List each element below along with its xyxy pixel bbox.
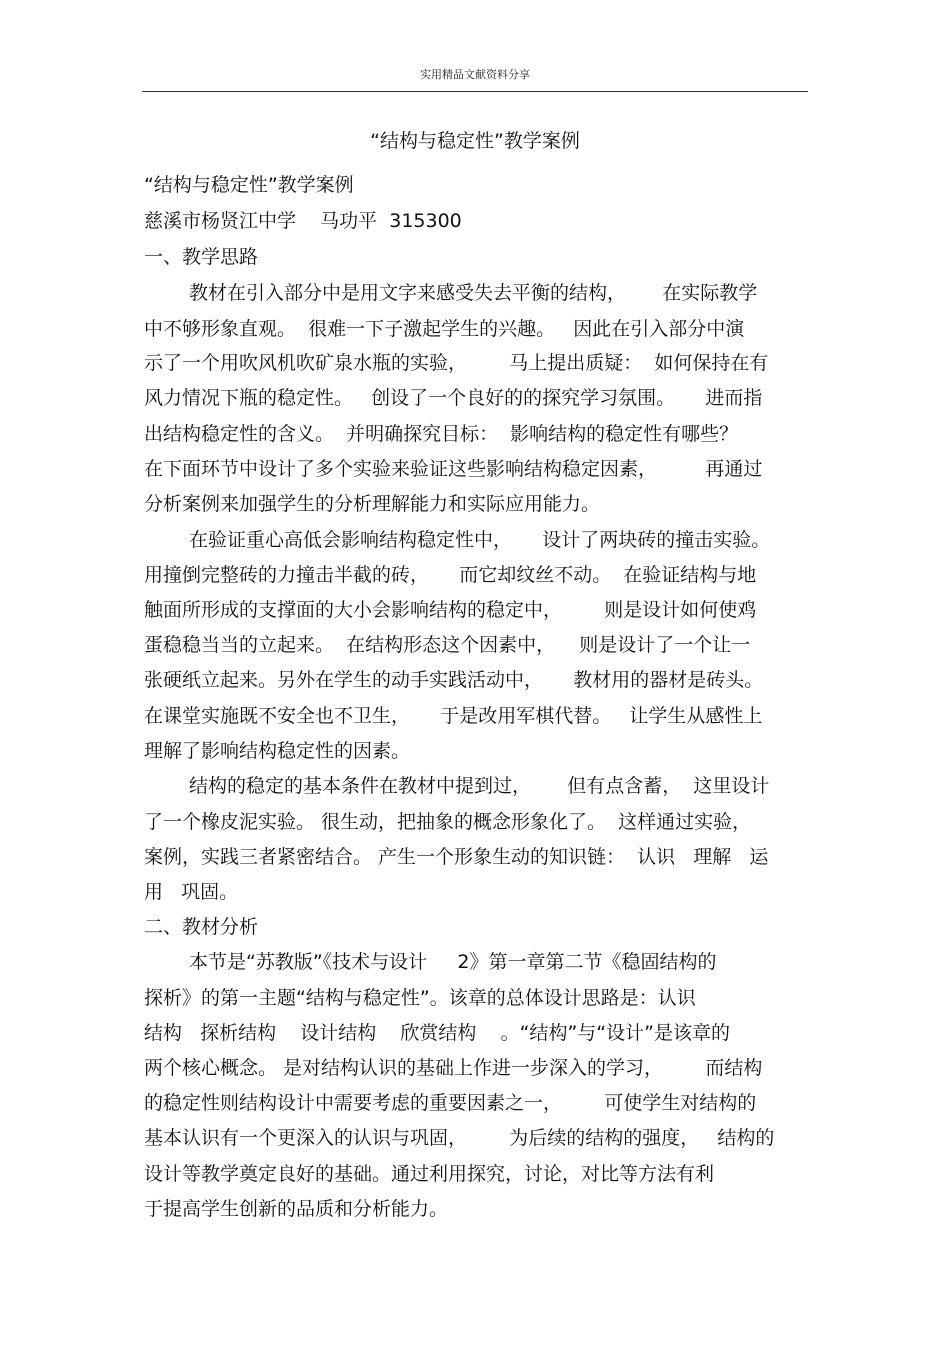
paragraph-line: 设计等教学奠定良好的基础。通过利用探究，讨论，对比等方法有利 [144,1163,715,1185]
paragraph-line: 于提高学生创新的品质和分析能力。 [144,1198,449,1220]
author-line: 慈溪市杨贤江中学 马功平 315300 [144,210,462,232]
paragraph-line: 基本认识有一个更深入的认识与巩固， 为后续的结构的强度， 结构的 [144,1127,775,1149]
subtitle: “结构与稳定性”教学案例 [144,174,354,196]
paragraph-line: 理解了影响结构稳定性的因素。 [144,740,411,762]
paragraph-line: 的稳定性则结构设计中需要考虑的重要因素之一， 可使学生对结构的 [144,1092,757,1114]
paragraph-line: 张硬纸立起来。另外在学生的动手实践活动中， 教材用的器材是砖头。 [144,669,764,691]
document-title: “结构与稳定性”教学案例 [370,130,580,152]
section-heading: 二、教材分析 [144,916,259,938]
paragraph-line: 教材在引入部分中是用文字来感受失去平衡的结构， 在实际教学 [189,282,758,304]
section-heading: 一、教学思路 [144,246,259,268]
paragraph-line: 触面所形成的支撑面的大小会影响结构的稳定中， 则是设计如何使鸡 [144,599,757,621]
paragraph-line: 在下面环节中设计了多个实验来验证这些影响结构稳定因素， 再通过 [144,458,763,480]
paragraph-line: 探析》的第一主题“结构与稳定性”。该章的总体设计思路是：认识 [144,987,696,1009]
paragraph-line: 了一个橡皮泥实验。 很生动，把抽象的概念形象化了。 这样通过实验， [144,811,752,833]
paragraph-line: 示了一个用吹风机吹矿泉水瓶的实验， 马上提出质疑： 如何保持在有 [144,352,769,374]
paragraph-line: 蛋稳稳当当的立起来。 在结构形态这个因素中， 则是设计了一个让一 [144,634,751,656]
paragraph-line: 两个核心概念。 是对结构认识的基础上作进一步深入的学习， 而结构 [144,1057,763,1079]
paragraph-line: 结构的稳定的基本条件在教材中提到过， 但有点含蓄， 这里设计 [189,775,770,797]
paragraph-line: 本节是“苏教版”《技术与设计 2》第一章第二节《稳固结构的 [189,951,717,973]
page-header: 实用精品文献资料分享 [420,68,530,81]
paragraph-line: 中不够形象直观。 很难一下子激起学生的兴趣。 因此在引入部分中演 [144,318,745,340]
paragraph-line: 风力情况下瓶的稳定性。 创设了一个良好的的探究学习氛围。 进而指 [144,387,763,409]
paragraph-line: 案例，实践三者紧密结合。 产生一个形象生动的知识链： 认识 理解 运 [144,846,769,868]
paragraph-line: 在课堂实施既不安全也不卫生， 于是改用军棋代替。 让学生从感性上 [144,705,763,727]
paragraph-line: 结构 探析结构 设计结构 欣赏结构 。“结构”与“设计”是该章的 [144,1022,730,1044]
paragraph-line: 出结构稳定性的含义。 并明确探究目标： 影响结构的稳定性有哪些？ [144,423,739,445]
paragraph-line: 在验证重心高低会影响结构稳定性中， 设计了两块砖的撞击实验。 [189,529,771,551]
header-divider [142,91,808,92]
paragraph-line: 用 巩固。 [144,881,239,903]
paragraph-line: 分析案例来加强学生的分析理解能力和实际应用能力。 [144,493,601,515]
paragraph-line: 用撞倒完整砖的力撞击半截的砖， 而它却纹丝不动。 在验证结构与地 [144,564,757,586]
